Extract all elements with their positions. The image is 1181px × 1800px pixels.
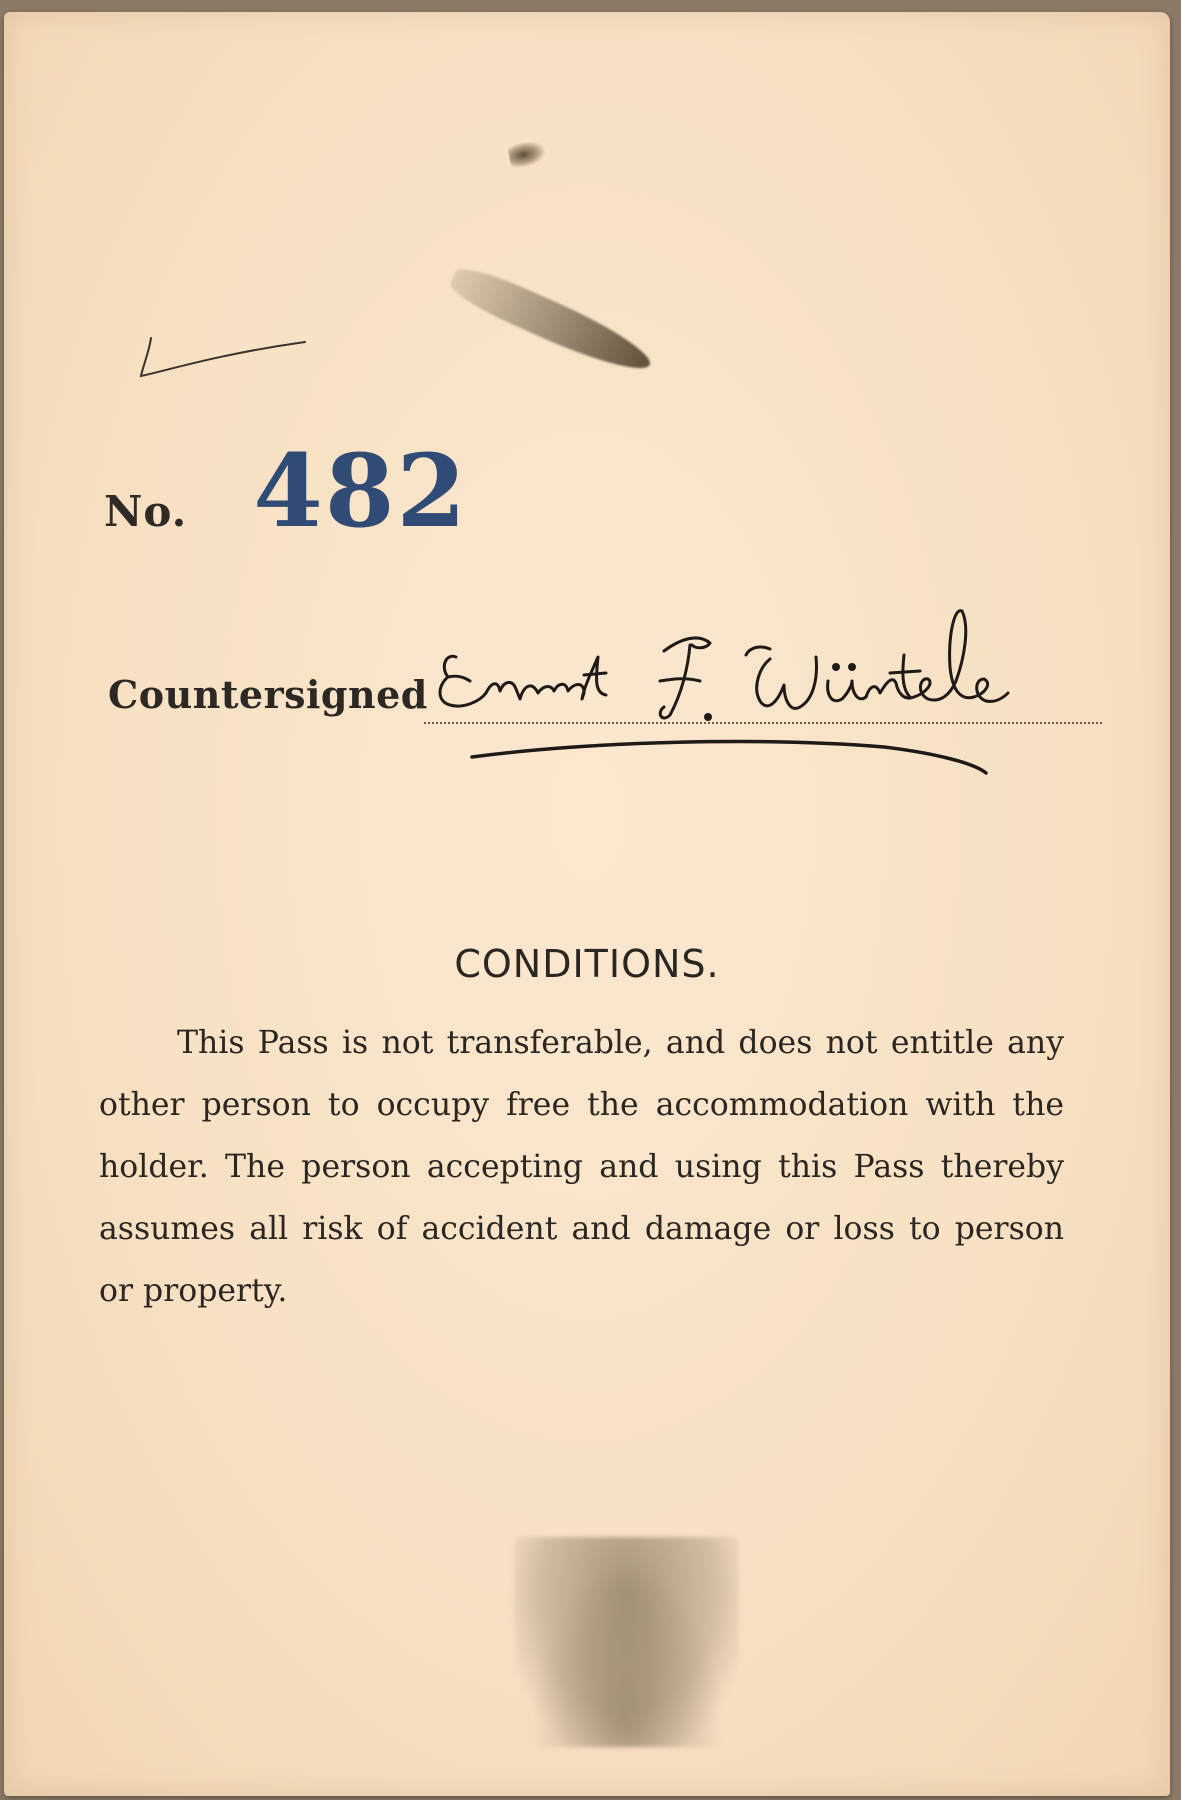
conditions-heading: CONDITIONS. [454,942,720,986]
glue-residue-mark [514,1537,739,1747]
pass-number-stamp: 482 [253,432,469,550]
stain-streak [446,260,658,382]
conditions-text: This Pass is not transferable, and does not entitle any other person to occupy free the accommodation with the holder. The person accepting and using this Pass thereby assumes all risk of accident and damage or loss to person or property. [99,1025,1064,1309]
railway-pass-card-back [4,12,1170,1796]
handwritten-signature [434,597,1114,797]
number-label: No. [104,487,188,536]
countersigned-label: Countersigned [108,672,428,717]
pencil-check-mark [139,332,309,392]
pass-number-row [104,432,468,550]
stain-mark-top [507,139,547,170]
